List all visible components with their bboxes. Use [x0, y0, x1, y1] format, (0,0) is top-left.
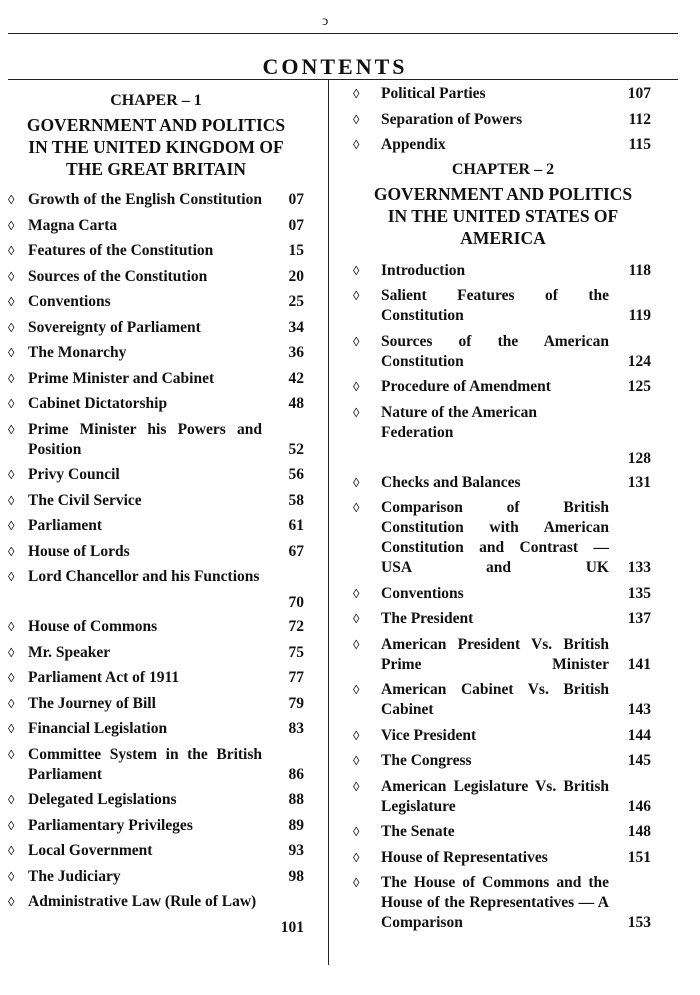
- toc-entry: [355, 84, 651, 104]
- diamond-bullet-icon: ◊: [353, 849, 360, 865]
- toc-entry: [355, 848, 651, 868]
- diamond-bullet-icon: ◊: [8, 695, 15, 711]
- toc-entry: [8, 318, 304, 338]
- toc-entry: [355, 777, 651, 817]
- toc-entry-title: Political Parties: [381, 85, 486, 102]
- diamond-bullet-icon: ◊: [353, 778, 360, 794]
- diamond-bullet-icon: ◊: [353, 636, 360, 652]
- contents-title: CONTENTS: [262, 54, 408, 79]
- toc-entry-title: Financial Legislation: [28, 720, 168, 737]
- toc-entry-page: 88: [288, 791, 304, 808]
- toc-entry-page: 119: [628, 307, 651, 324]
- chapter-2-title-line: GOVERNMENT AND POLITICS: [373, 183, 633, 204]
- diamond-bullet-icon: ◊: [353, 500, 360, 515]
- toc-entry: [355, 261, 651, 281]
- toc-entry-title: Privy Council: [28, 466, 120, 483]
- toc-entry: [8, 542, 304, 562]
- chapter-1-label: CHAPER – 1: [110, 92, 202, 109]
- toc-entry: [8, 745, 304, 785]
- toc-entry-title: Prime Minister and Cabinet: [28, 369, 215, 387]
- toc-entry-page: 101: [280, 919, 304, 936]
- toc-entry: [8, 241, 304, 261]
- toc-entry: [355, 473, 651, 493]
- toc-entry-title: Parliament: [28, 517, 103, 534]
- toc-entry-page: 42: [288, 369, 304, 387]
- diamond-bullet-icon: ◊: [8, 370, 15, 386]
- diamond-bullet-icon: ◊: [353, 824, 360, 839]
- diamond-bullet-icon: ◊: [353, 611, 360, 626]
- toc-entry: [355, 377, 651, 397]
- toc-entry: [8, 394, 304, 414]
- toc-entry-page: 125: [627, 378, 651, 395]
- toc-entry-page: 144: [627, 726, 651, 744]
- diamond-bullet-icon: ◊: [353, 753, 360, 768]
- toc-entry-title: Separation of Powers: [381, 110, 523, 128]
- toc-entry: [355, 635, 651, 675]
- toc-entry-page: 141: [627, 655, 651, 673]
- toc-entry-page: 133: [627, 559, 651, 576]
- toc-entry-title: House of Commons: [28, 618, 158, 635]
- title-rule: [8, 79, 678, 80]
- diamond-bullet-icon: ◊: [8, 843, 15, 858]
- toc-entry-page: 25: [288, 293, 304, 310]
- diamond-bullet-icon: ◊: [8, 396, 15, 411]
- toc-entry-page: 52: [288, 440, 304, 458]
- toc-entry-title: Checks and Balances: [381, 473, 521, 491]
- toc-entry-page: 61: [288, 517, 304, 534]
- toc-entry-title: Features of the Constitution: [28, 242, 214, 259]
- toc-entry: [8, 643, 304, 663]
- toc-entry: [355, 584, 651, 604]
- column-divider: [328, 80, 329, 965]
- toc-entry-page: 07: [288, 191, 304, 208]
- toc-entry-title: Procedure of Amendment: [381, 378, 551, 395]
- toc-entry: [8, 790, 304, 810]
- toc-entry-title: Nature of the American Federation: [381, 403, 537, 441]
- toc-entry: [8, 190, 304, 210]
- diamond-bullet-icon: ◊: [353, 474, 360, 490]
- diamond-bullet-icon: ◊: [353, 333, 360, 349]
- toc-entry-page: 70: [288, 594, 304, 611]
- toc-entry-page: 145: [627, 752, 651, 769]
- toc-entry-title: Prime Minister his Powers and Position: [28, 420, 262, 458]
- toc-entry-page: 135: [627, 584, 651, 602]
- toc-entry: [8, 516, 304, 536]
- toc-entry-page: 153: [627, 914, 651, 931]
- toc-entry-title: Lord Chancellor and his Functions: [28, 568, 260, 585]
- chapter-1-continued-entries: [355, 84, 651, 155]
- toc-entry-page: 131: [627, 473, 651, 491]
- toc-entry-page: 34: [288, 318, 304, 336]
- toc-entry: [8, 567, 304, 611]
- toc-entry-page: 115: [628, 136, 651, 153]
- toc-entry-page: 15: [288, 242, 304, 259]
- toc-entry-title: Conventions: [28, 293, 111, 310]
- toc-entry: [355, 135, 651, 155]
- toc-entry: [355, 822, 651, 842]
- toc-entry: [355, 110, 651, 130]
- toc-entry-page: 118: [628, 261, 651, 279]
- diamond-bullet-icon: ◊: [8, 543, 15, 559]
- toc-entry-page: 151: [627, 848, 651, 866]
- diamond-bullet-icon: ◊: [353, 727, 360, 743]
- toc-entry-title: The Judiciary: [28, 867, 121, 885]
- diamond-bullet-icon: ◊: [353, 86, 360, 101]
- toc-entry-page: 79: [288, 694, 304, 712]
- toc-entry-page: 58: [288, 491, 304, 509]
- toc-entry-page: 56: [288, 466, 304, 483]
- diamond-bullet-icon: ◊: [8, 192, 15, 207]
- toc-entry-page: 107: [627, 85, 651, 102]
- toc-entry-title: American President Vs. British Prime Minister: [381, 635, 609, 673]
- toc-entry-title: Cabinet Dictatorship: [28, 395, 168, 412]
- toc-entry: [355, 286, 651, 326]
- chapter-1-title-line: IN THE UNITED KINGDOM OF: [28, 137, 284, 157]
- toc-entry: [8, 465, 304, 485]
- toc-entry-page: 48: [288, 395, 304, 412]
- toc-entry-title: Local Government: [28, 842, 153, 859]
- diamond-bullet-icon: ◊: [8, 421, 15, 437]
- chapter-1-title: [8, 114, 304, 180]
- toc-entry: [8, 267, 304, 287]
- toc-entry-page: 112: [628, 110, 651, 128]
- toc-entry: [355, 609, 651, 629]
- toc-entry: [8, 216, 304, 236]
- toc-entry-title: House of Representatives: [381, 848, 548, 866]
- diamond-bullet-icon: ◊: [8, 294, 15, 309]
- toc-entry-title: Mr. Speaker: [28, 643, 111, 661]
- toc-entry: [355, 873, 651, 933]
- diamond-bullet-icon: ◊: [353, 404, 360, 420]
- diamond-bullet-icon: ◊: [8, 670, 15, 685]
- diamond-bullet-icon: ◊: [353, 137, 360, 152]
- toc-entry-page: 128: [627, 449, 651, 467]
- diamond-bullet-icon: ◊: [8, 619, 15, 634]
- toc-entry: [355, 680, 651, 720]
- diamond-bullet-icon: ◊: [8, 569, 15, 584]
- toc-entry-title: Sovereignty of Parliament: [28, 318, 201, 336]
- toc-entry: [8, 491, 304, 511]
- toc-entry: [8, 668, 304, 688]
- toc-entry-title: American Legislature Vs. British Legislature: [381, 777, 609, 815]
- toc-entry-title: Administrative Law (Rule of Law): [28, 893, 257, 910]
- diamond-bullet-icon: ◊: [353, 682, 360, 697]
- diamond-bullet-icon: ◊: [8, 817, 15, 833]
- toc-entry: [8, 841, 304, 861]
- toc-entry-title: Appendix: [381, 136, 446, 153]
- diamond-bullet-icon: ◊: [8, 868, 15, 884]
- toc-entry: [355, 332, 651, 372]
- toc-entry: [8, 292, 304, 312]
- toc-entry-page: 77: [288, 669, 304, 686]
- toc-entry-title: Introduction: [381, 261, 466, 279]
- diamond-bullet-icon: ◊: [8, 319, 15, 335]
- toc-entry-page: 86: [288, 765, 304, 783]
- diamond-bullet-icon: ◊: [353, 262, 360, 278]
- chapter-2-entries: [355, 261, 651, 934]
- toc-entry-page: 89: [288, 816, 304, 834]
- toc-entry-page: 98: [288, 867, 304, 885]
- toc-entry: [8, 369, 304, 389]
- toc-entry: [355, 751, 651, 771]
- toc-entry-title: American Cabinet Vs. British Cabinet: [381, 681, 609, 718]
- toc-entry-title: The Civil Service: [28, 491, 142, 509]
- toc-entry: [8, 719, 304, 739]
- diamond-bullet-icon: ◊: [8, 792, 15, 807]
- diamond-bullet-icon: ◊: [8, 217, 15, 233]
- diamond-bullet-icon: ◊: [8, 243, 15, 258]
- page-mark: ↄ: [322, 14, 329, 29]
- toc-entry-title: The Senate: [381, 823, 455, 840]
- toc-entry-page: 75: [288, 643, 304, 661]
- toc-entry-page: 143: [627, 701, 651, 718]
- toc-entry: [353, 403, 651, 467]
- diamond-bullet-icon: ◊: [8, 345, 15, 360]
- chapter-2-title: [355, 183, 651, 249]
- diamond-bullet-icon: ◊: [353, 585, 360, 601]
- toc-entry: [8, 892, 304, 936]
- diamond-bullet-icon: ◊: [8, 467, 15, 482]
- diamond-bullet-icon: ◊: [8, 721, 15, 736]
- toc-entry-title: The President: [381, 610, 474, 627]
- toc-entry-page: 72: [288, 618, 304, 635]
- toc-entry: [8, 867, 304, 887]
- toc-entry: [8, 420, 304, 460]
- toc-entry-title: The Journey of Bill: [28, 694, 156, 712]
- toc-entry-title: Salient Features of the Constitution: [381, 287, 609, 324]
- toc-entry-title: House of Lords: [28, 542, 130, 560]
- toc-entry: [8, 617, 304, 637]
- diamond-bullet-icon: ◊: [8, 268, 15, 284]
- toc-entry-page: 36: [288, 344, 304, 361]
- toc-entry-page: 07: [288, 216, 304, 234]
- chapter-2-label: CHAPTER – 2: [451, 160, 555, 178]
- chapter-1-title-line: THE GREAT BRITAIN: [66, 159, 246, 179]
- toc-entry: [8, 816, 304, 836]
- toc-entry-title: Parliamentary Privileges: [28, 816, 193, 834]
- toc-entry-title: Parliament Act of 1911: [28, 669, 180, 686]
- toc-entry-title: Conventions: [381, 584, 464, 602]
- toc-entry-title: Comparison of British Constitution with American Constitution and Contrast — USA and UK: [381, 499, 609, 576]
- toc-entry-page: 67: [288, 542, 304, 560]
- toc-entry: [355, 498, 651, 578]
- diamond-bullet-icon: ◊: [353, 379, 360, 394]
- diamond-bullet-icon: ◊: [8, 644, 15, 660]
- toc-entry-title: Delegated Legislations: [28, 791, 177, 808]
- diamond-bullet-icon: ◊: [8, 894, 15, 909]
- toc-entry-title: Magna Carta: [28, 216, 118, 234]
- diamond-bullet-icon: ◊: [8, 492, 15, 508]
- diamond-bullet-icon: ◊: [353, 875, 360, 890]
- toc-entry-page: 20: [288, 267, 304, 285]
- chapter-1-title-line: GOVERNMENT AND POLITICS: [26, 115, 286, 135]
- toc-entry-page: 137: [627, 610, 651, 627]
- toc-entry-page: 83: [288, 720, 304, 737]
- chapter-1-entries: [8, 190, 304, 936]
- toc-entry-page: 124: [627, 352, 651, 370]
- toc-entry: [8, 694, 304, 714]
- diamond-bullet-icon: ◊: [353, 288, 360, 303]
- toc-entry-page: 93: [288, 842, 304, 859]
- toc-entry-title: The Monarchy: [28, 344, 127, 361]
- toc-entry-title: Committee System in the British Parliament: [28, 745, 262, 783]
- toc-entry-title: Sources of the American Constitution: [381, 332, 609, 370]
- diamond-bullet-icon: ◊: [8, 746, 15, 762]
- chapter-2-title-line: AMERICA: [460, 227, 546, 248]
- top-rule: [8, 33, 678, 34]
- right-column: [355, 84, 651, 939]
- toc-entry-title: The House of Commons and the House of the Representatives — A Comparison: [381, 874, 609, 931]
- toc-entry-page: 146: [627, 797, 651, 815]
- toc-entry: [355, 726, 651, 746]
- chapter-2-title-line: IN THE UNITED STATES OF: [387, 205, 619, 226]
- left-column: [8, 84, 304, 942]
- toc-entry: [8, 343, 304, 363]
- toc-entry-page: 148: [627, 823, 651, 840]
- diamond-bullet-icon: ◊: [8, 518, 15, 533]
- toc-entry-title: Vice President: [381, 726, 477, 744]
- toc-entry-title: Growth of the English Constitution: [28, 191, 262, 208]
- toc-entry-title: Sources of the Constitution: [28, 267, 208, 285]
- toc-entry-title: The Congress: [381, 752, 472, 769]
- diamond-bullet-icon: ◊: [353, 111, 360, 127]
